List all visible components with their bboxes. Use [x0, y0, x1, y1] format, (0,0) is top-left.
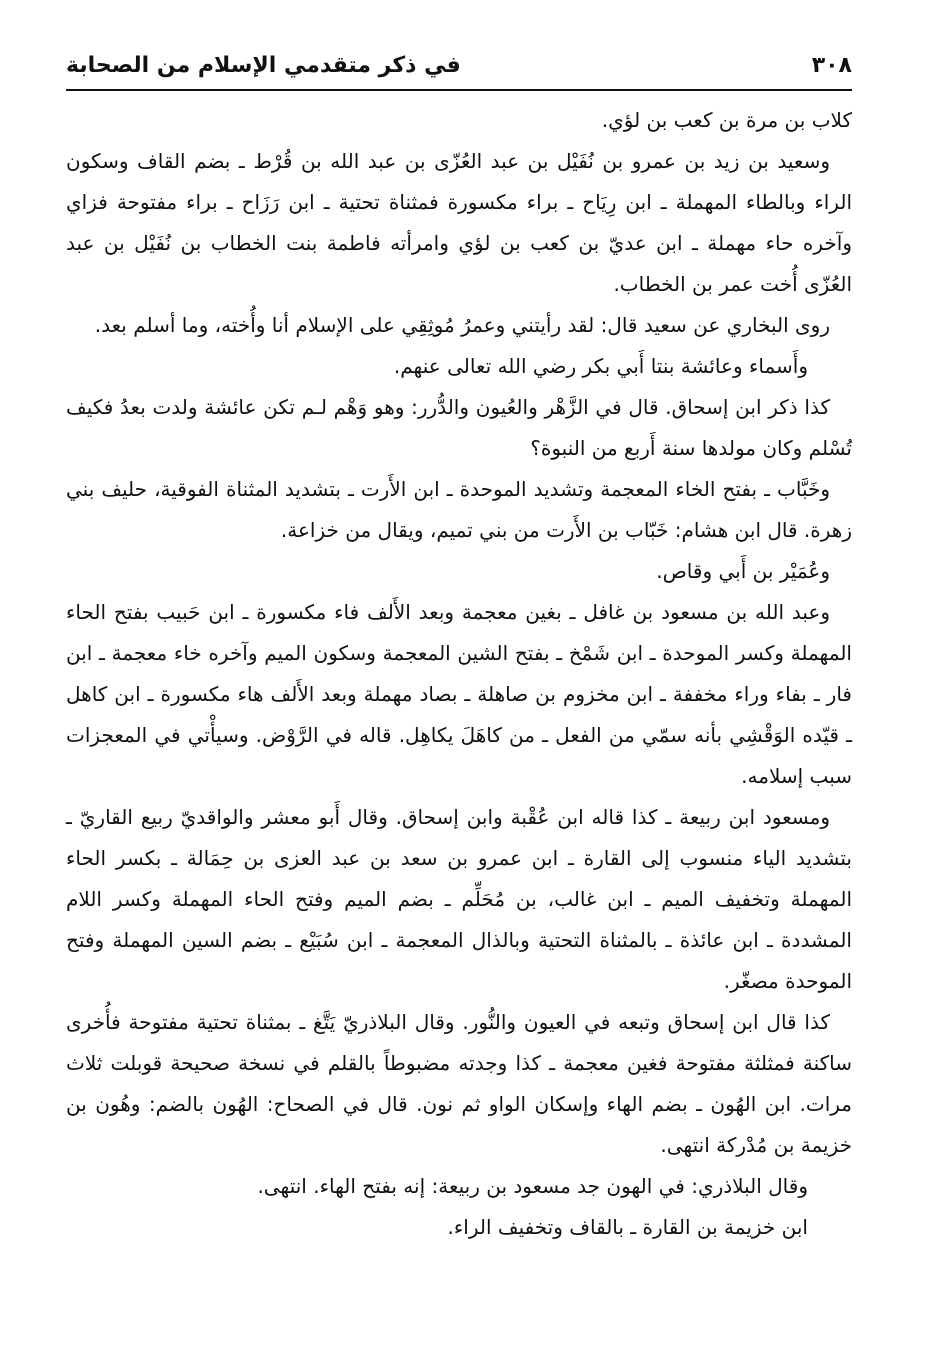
- paragraph-umayr: وعُمَيْر بن أَبي وقاص.: [656, 559, 830, 583]
- paragraph-masud-bin-rabia: ومسعود ابن ربيعة ـ كذا قاله ابن عُقْبة وابن إسحاق. وقال أَبو معشر والواقديّ ربيع القاريّ ـ بتشديد الياء منسوب إلى القارة ـ ابن عمرو بن سعد بن عبد العزى بن حِمَالة ـ بكسر الحاء المهملة وتخفيف الميم ـ ابن غالب، بن مُحَلِّم ـ بضم الميم وفتح الحاء المهملة وكسر اللام المشددة ـ ابن عائذة ـ بالمثناة التحتية وبالذال المعجمة ـ ابن سُبَيْع ـ بضم السين المهملة وفتح الموحدة مصغّر.: [66, 805, 852, 993]
- paragraph-baladhuri-note: كذا قال ابن إسحاق وتبعه في العيون والنُّور. وقال البلاذريّ يَتَّغ ـ بمثناة تحتية مفتوحة فأُخرى ساكنة فمثلثة مفتوحة فغين معجمة ـ كذا وجدته مضبوطاً بالقلم في نسخة صحيحة قوبلت ثلاث مرات. ابن الهُون ـ بضم الهاء وإسكان الواو ثم نون. قال في الصحاح: الهُون بالضم: وهُون بن خزيمة بن مُدْركة انتهى.: [66, 1010, 852, 1157]
- paragraph-bukhari-narration: روى البخاري عن سعيد قال: لقد رأيتني وعمرُ مُوثِقِي على الإسلام أنا وأُخته، وما أسلم بعد.: [94, 313, 830, 337]
- paragraph-asma-aisha: وأَسماء وعائشة بنتا أَبي بكر رضي الله تعالى عنهم.: [393, 354, 808, 378]
- paragraph-lineage-end: كلاب بن مرة بن كعب بن لؤي.: [601, 108, 852, 132]
- running-head: [66, 42, 852, 88]
- main-text: [66, 100, 852, 1248]
- paragraph-said-bin-zayd: وسعيد بن زيد بن عمرو بن نُفَيْل بن عبد العُزّى بن عبد الله بن قُرْط ـ بضم القاف وسكون الراء وبالطاء المهملة ـ ابن رِيَاح ـ براء مكسورة فمثناة تحتية ـ ابن رَزَاح ـ براء مفتوحة فزاي وآخره حاء مهملة ـ ابن عديّ بن كعب بن لؤي وامرأته فاطمة بنت الخطاب بن نُفَيْل بن عبد العُزّى أُخت عمر بن الخطاب.: [66, 149, 852, 296]
- header-rule: [66, 89, 852, 91]
- paragraph-baladhuri-hun: وقال البلاذري: في الهون جد مسعود بن ربيعة: إنه بفتح الهاء. انتهى.: [257, 1174, 808, 1198]
- paragraph-ibn-ishaq-note: كذا ذكر ابن إسحاق. قال في الزَّهْر والعُيون والدُّرر: وهو وَهْم لـم تكن عائشة ولدت بعدُ فكيف تُسْلم وكان مولدها سنة أَربع من النبوة؟: [66, 395, 852, 460]
- paragraph-abdullah-bin-masud: وعبد الله بن مسعود بن غافل ـ بغين معجمة وبعد الأَلف فاء مكسورة ـ ابن حَبيب بفتح الحاء المهملة وكسر الموحدة ـ ابن شَمْخ ـ بفتح الشين المعجمة وسكون الميم وآخره خاء معجمة ـ ابن فار ـ بفاء وراء مخففة ـ ابن مخزوم بن صاهلة ـ بصاد مهملة وبعد الأَلف هاء مكسورة ـ ابن كاهل ـ قيّده الوَقْشِي بأنه سمّي من الفعل ـ من كاهَلَ يكاهِل. قاله في الرَّوْض. وسيأْتي في المعجزات سبب إسلامه.: [66, 600, 852, 788]
- paragraph-khabbab: وخَبَّاب ـ بفتح الخاء المعجمة وتشديد الموحدة ـ ابن الأَرت ـ بتشديد المثناة الفوقية، حليف بني زهرة. قال ابن هشام: خَبّاب بن الأَرت من بني تميم، ويقال من خزاعة.: [66, 477, 852, 542]
- running-title: في ذكر متقدمي الإسلام من الصحابة: [66, 52, 461, 78]
- page-number: ٣٠٨: [811, 52, 852, 78]
- paragraph-ibn-khuzayma: ابن خزيمة بن القارة ـ بالقاف وتخفيف الراء.: [447, 1215, 808, 1239]
